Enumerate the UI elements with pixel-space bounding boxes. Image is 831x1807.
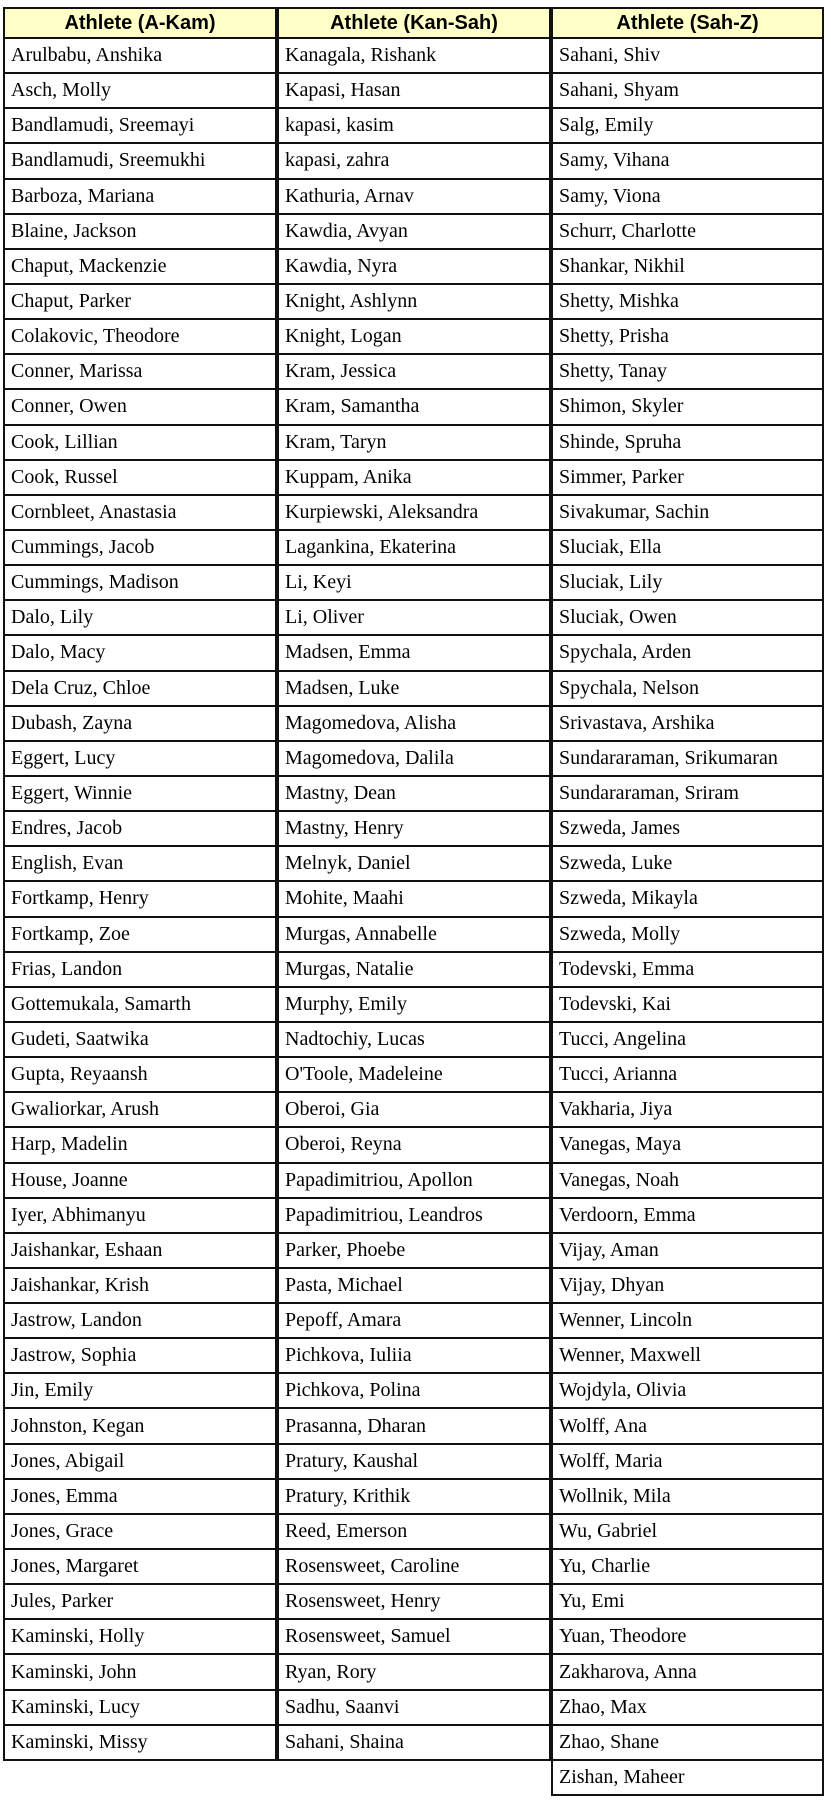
athlete-name-cell: Kanagala, Rishank — [277, 39, 551, 74]
column-cells — [277, 39, 551, 1761]
athlete-name-cell: Wolff, Maria — [551, 1445, 824, 1480]
athlete-name-cell: Sluciak, Ella — [551, 531, 824, 566]
athlete-name-cell: Magomedova, Alisha — [277, 707, 551, 742]
athlete-name-cell: Knight, Logan — [277, 320, 551, 355]
column-cells — [3, 39, 277, 1761]
athlete-name-cell: Kurpiewski, Aleksandra — [277, 496, 551, 531]
athlete-name-cell: Blaine, Jackson — [3, 215, 277, 250]
athlete-name-cell: Reed, Emerson — [277, 1515, 551, 1550]
athlete-name-cell: Sahani, Shaina — [277, 1726, 551, 1761]
athlete-name-cell: Endres, Jacob — [3, 812, 277, 847]
athlete-name-cell: Zishan, Maheer — [551, 1761, 824, 1796]
athlete-name-cell: Wojdyla, Olivia — [551, 1374, 824, 1409]
athlete-name-cell: Kram, Jessica — [277, 355, 551, 390]
athlete-name-cell: Madsen, Emma — [277, 636, 551, 671]
athlete-name-cell: Vijay, Aman — [551, 1234, 824, 1269]
athlete-name-cell: Cook, Lillian — [3, 426, 277, 461]
athlete-name-cell: Sluciak, Lily — [551, 566, 824, 601]
athlete-name-cell: Shimon, Skyler — [551, 390, 824, 425]
athlete-name-cell: Eggert, Lucy — [3, 742, 277, 777]
athlete-name-cell: Cummings, Jacob — [3, 531, 277, 566]
athlete-name-cell: Papadimitriou, Apollon — [277, 1164, 551, 1199]
athlete-name-cell: Mohite, Maahi — [277, 882, 551, 917]
athlete-name-cell: Gupta, Reyaansh — [3, 1058, 277, 1093]
athlete-name-cell: Schurr, Charlotte — [551, 215, 824, 250]
athlete-name-cell: Frias, Landon — [3, 953, 277, 988]
athlete-name-cell: Vanegas, Noah — [551, 1164, 824, 1199]
athlete-name-cell: Knight, Ashlynn — [277, 285, 551, 320]
athlete-name-cell: Barboza, Mariana — [3, 180, 277, 215]
athlete-name-cell: Ryan, Rory — [277, 1655, 551, 1690]
athlete-name-cell: Murgas, Annabelle — [277, 918, 551, 953]
athlete-name-cell: Gwaliorkar, Arush — [3, 1093, 277, 1128]
athlete-name-cell: Madsen, Luke — [277, 672, 551, 707]
athlete-name-cell: Wu, Gabriel — [551, 1515, 824, 1550]
athlete-name-cell: Shetty, Tanay — [551, 355, 824, 390]
athlete-name-cell: Chaput, Mackenzie — [3, 250, 277, 285]
athlete-name-cell: Spychala, Arden — [551, 636, 824, 671]
athlete-name-cell: Arulbabu, Anshika — [3, 39, 277, 74]
athlete-name-cell: Vanegas, Maya — [551, 1128, 824, 1163]
column-header: Athlete (Kan-Sah) — [277, 7, 551, 39]
column-sah-z — [551, 7, 824, 1796]
athlete-name-cell: Wolff, Ana — [551, 1409, 824, 1444]
athlete-name-cell: Iyer, Abhimanyu — [3, 1199, 277, 1234]
athlete-name-cell: Szweda, Mikayla — [551, 882, 824, 917]
athlete-name-cell: Shankar, Nikhil — [551, 250, 824, 285]
athlete-name-cell: Pasta, Michael — [277, 1269, 551, 1304]
athlete-name-cell: Cook, Russel — [3, 461, 277, 496]
athlete-name-cell: Kaminski, John — [3, 1655, 277, 1690]
athlete-name-cell: Jones, Emma — [3, 1480, 277, 1515]
athlete-name-cell: kapasi, zahra — [277, 144, 551, 179]
athlete-name-cell: Shetty, Prisha — [551, 320, 824, 355]
athlete-name-cell: Todevski, Emma — [551, 953, 824, 988]
athlete-name-cell: Tucci, Arianna — [551, 1058, 824, 1093]
athlete-name-cell: Gudeti, Saatwika — [3, 1023, 277, 1058]
athlete-name-cell: Todevski, Kai — [551, 988, 824, 1023]
athlete-name-cell: Chaput, Parker — [3, 285, 277, 320]
athlete-name-cell: Li, Oliver — [277, 601, 551, 636]
athlete-name-cell: Mastny, Henry — [277, 812, 551, 847]
athlete-name-cell: Vijay, Dhyan — [551, 1269, 824, 1304]
athlete-name-cell: Pichkova, Polina — [277, 1374, 551, 1409]
athlete-name-cell: Fortkamp, Zoe — [3, 918, 277, 953]
athlete-name-cell: Colakovic, Theodore — [3, 320, 277, 355]
athlete-name-cell: Asch, Molly — [3, 74, 277, 109]
column-header: Athlete (A-Kam) — [3, 7, 277, 39]
athlete-name-cell: Kathuria, Arnav — [277, 180, 551, 215]
athlete-name-cell: Szweda, Molly — [551, 918, 824, 953]
athlete-name-cell: Simmer, Parker — [551, 461, 824, 496]
athlete-name-cell: Kaminski, Missy — [3, 1726, 277, 1761]
athlete-name-cell: Prasanna, Dharan — [277, 1409, 551, 1444]
athlete-name-cell: Rosensweet, Samuel — [277, 1620, 551, 1655]
athlete-name-cell: Bandlamudi, Sreemayi — [3, 109, 277, 144]
athlete-name-cell: English, Evan — [3, 847, 277, 882]
athlete-name-cell: Kawdia, Avyan — [277, 215, 551, 250]
athlete-name-cell: Sivakumar, Sachin — [551, 496, 824, 531]
column-header: Athlete (Sah-Z) — [551, 7, 824, 39]
athlete-name-cell: Jaishankar, Krish — [3, 1269, 277, 1304]
athlete-name-cell: Conner, Marissa — [3, 355, 277, 390]
athlete-name-cell: Bandlamudi, Sreemukhi — [3, 144, 277, 179]
athlete-name-cell: Sahani, Shiv — [551, 39, 824, 74]
athlete-name-cell: Rosensweet, Caroline — [277, 1550, 551, 1585]
athlete-name-cell: Oberoi, Gia — [277, 1093, 551, 1128]
athlete-name-cell: Jones, Grace — [3, 1515, 277, 1550]
athlete-name-cell: Li, Keyi — [277, 566, 551, 601]
athlete-name-cell: O'Toole, Madeleine — [277, 1058, 551, 1093]
athlete-name-cell: Sahani, Shyam — [551, 74, 824, 109]
athlete-name-cell: Srivastava, Arshika — [551, 707, 824, 742]
athlete-name-cell: Oberoi, Reyna — [277, 1128, 551, 1163]
athlete-name-cell: Pichkova, Iuliia — [277, 1339, 551, 1374]
athlete-name-cell: Kaminski, Holly — [3, 1620, 277, 1655]
athlete-name-cell: Rosensweet, Henry — [277, 1585, 551, 1620]
athlete-name-cell: kapasi, kasim — [277, 109, 551, 144]
athlete-name-cell: Yuan, Theodore — [551, 1620, 824, 1655]
athlete-name-cell: Gottemukala, Samarth — [3, 988, 277, 1023]
athlete-name-cell: Jaishankar, Eshaan — [3, 1234, 277, 1269]
athlete-name-cell: Jones, Abigail — [3, 1445, 277, 1480]
athlete-name-cell: Johnston, Kegan — [3, 1409, 277, 1444]
athlete-name-cell: Shinde, Spruha — [551, 426, 824, 461]
athlete-name-cell: Dalo, Lily — [3, 601, 277, 636]
athlete-name-cell: Harp, Madelin — [3, 1128, 277, 1163]
athlete-name-cell: Pepoff, Amara — [277, 1304, 551, 1339]
athlete-name-cell: Lagankina, Ekaterina — [277, 531, 551, 566]
athlete-name-cell: House, Joanne — [3, 1164, 277, 1199]
athlete-name-cell: Murphy, Emily — [277, 988, 551, 1023]
athlete-name-cell: Sundararaman, Srikumaran — [551, 742, 824, 777]
athlete-name-cell: Kuppam, Anika — [277, 461, 551, 496]
athlete-name-cell: Samy, Vihana — [551, 144, 824, 179]
athlete-name-cell: Salg, Emily — [551, 109, 824, 144]
athlete-name-cell: Wenner, Maxwell — [551, 1339, 824, 1374]
athlete-name-cell: Kapasi, Hasan — [277, 74, 551, 109]
athlete-name-cell: Sadhu, Saanvi — [277, 1691, 551, 1726]
athlete-name-cell: Verdoorn, Emma — [551, 1199, 824, 1234]
athlete-name-cell: Kaminski, Lucy — [3, 1691, 277, 1726]
athlete-name-cell: Yu, Emi — [551, 1585, 824, 1620]
athlete-name-cell: Fortkamp, Henry — [3, 882, 277, 917]
athlete-name-cell: Samy, Viona — [551, 180, 824, 215]
athlete-name-cell: Yu, Charlie — [551, 1550, 824, 1585]
athlete-name-cell: Zakharova, Anna — [551, 1655, 824, 1690]
athlete-name-cell: Papadimitriou, Leandros — [277, 1199, 551, 1234]
athlete-name-cell: Dalo, Macy — [3, 636, 277, 671]
athlete-name-cell: Shetty, Mishka — [551, 285, 824, 320]
athlete-roster-table — [3, 7, 824, 1796]
athlete-name-cell: Sundararaman, Sriram — [551, 777, 824, 812]
athlete-name-cell: Szweda, Luke — [551, 847, 824, 882]
athlete-name-cell: Nadtochiy, Lucas — [277, 1023, 551, 1058]
athlete-name-cell: Jules, Parker — [3, 1585, 277, 1620]
athlete-name-cell: Cornbleet, Anastasia — [3, 496, 277, 531]
athlete-name-cell: Jastrow, Sophia — [3, 1339, 277, 1374]
athlete-name-cell: Szweda, James — [551, 812, 824, 847]
athlete-name-cell: Vakharia, Jiya — [551, 1093, 824, 1128]
athlete-name-cell: Jones, Margaret — [3, 1550, 277, 1585]
athlete-name-cell: Conner, Owen — [3, 390, 277, 425]
athlete-name-cell: Parker, Phoebe — [277, 1234, 551, 1269]
athlete-name-cell: Sluciak, Owen — [551, 601, 824, 636]
athlete-name-cell: Dubash, Zayna — [3, 707, 277, 742]
athlete-name-cell: Tucci, Angelina — [551, 1023, 824, 1058]
athlete-name-cell: Dela Cruz, Chloe — [3, 672, 277, 707]
athlete-name-cell: Wenner, Lincoln — [551, 1304, 824, 1339]
athlete-name-cell: Mastny, Dean — [277, 777, 551, 812]
athlete-name-cell: Magomedova, Dalila — [277, 742, 551, 777]
athlete-name-cell: Kram, Taryn — [277, 426, 551, 461]
athlete-name-cell: Wollnik, Mila — [551, 1480, 824, 1515]
athlete-name-cell: Pratury, Kaushal — [277, 1445, 551, 1480]
column-kan-sah — [277, 7, 551, 1796]
athlete-name-cell: Zhao, Shane — [551, 1726, 824, 1761]
athlete-name-cell: Kram, Samantha — [277, 390, 551, 425]
athlete-name-cell: Jin, Emily — [3, 1374, 277, 1409]
column-cells — [551, 39, 824, 1796]
athlete-name-cell: Jastrow, Landon — [3, 1304, 277, 1339]
athlete-name-cell: Zhao, Max — [551, 1691, 824, 1726]
column-a-kam — [3, 7, 277, 1796]
athlete-name-cell: Cummings, Madison — [3, 566, 277, 601]
athlete-name-cell: Melnyk, Daniel — [277, 847, 551, 882]
athlete-name-cell: Murgas, Natalie — [277, 953, 551, 988]
athlete-name-cell: Kawdia, Nyra — [277, 250, 551, 285]
athlete-name-cell: Eggert, Winnie — [3, 777, 277, 812]
athlete-name-cell: Spychala, Nelson — [551, 672, 824, 707]
athlete-name-cell: Pratury, Krithik — [277, 1480, 551, 1515]
